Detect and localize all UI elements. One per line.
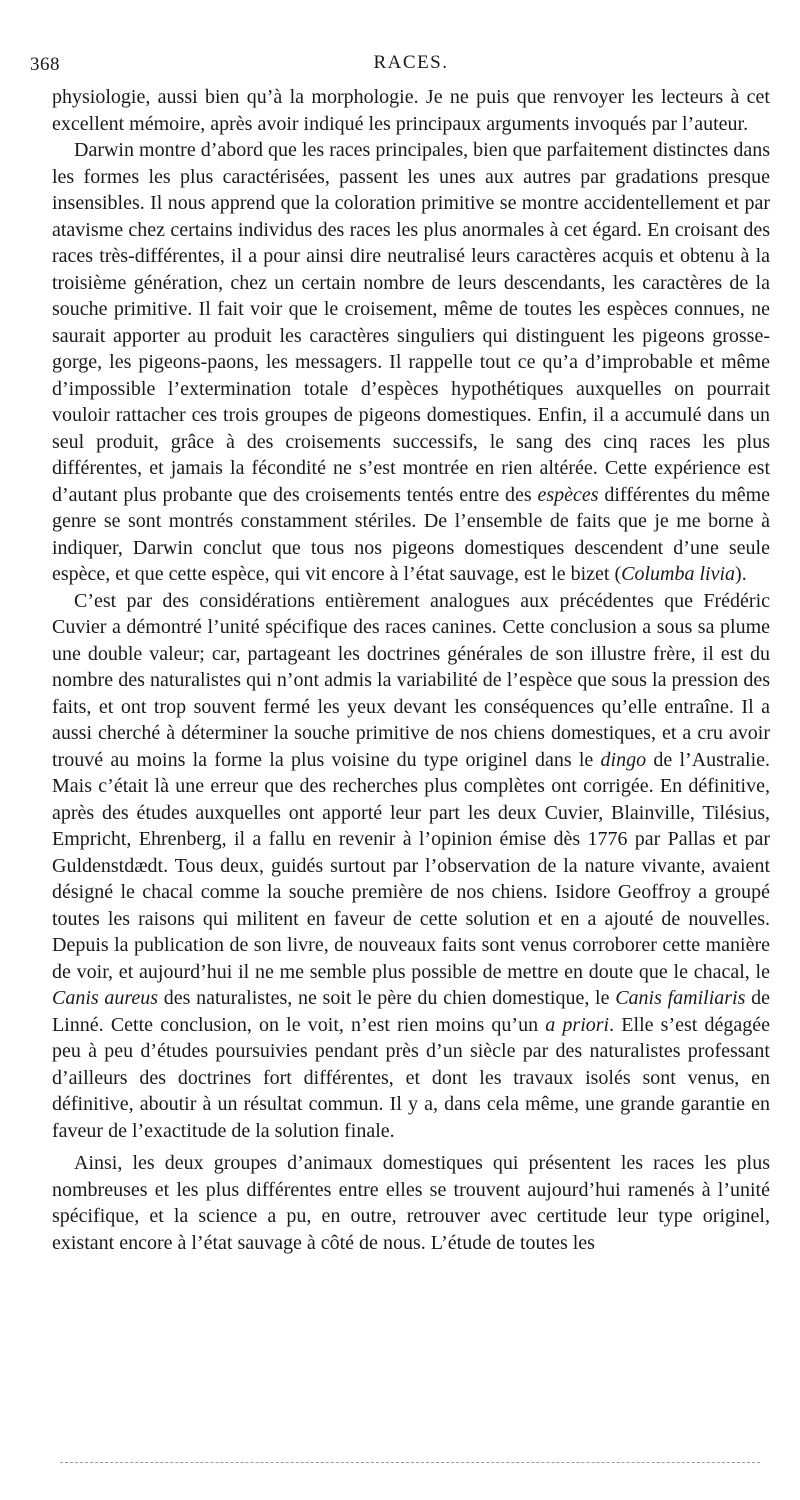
paragraph-2 (52, 137, 770, 588)
text-run: des naturalistes, ne soit le père du chien domestique, le (158, 987, 616, 1009)
footer-divider (60, 1462, 760, 1463)
italic-species-name: Columba livia (621, 563, 736, 585)
italic-species-name: Canis familiaris (615, 987, 746, 1009)
document-page (30, 52, 771, 1256)
italic-species-name: Canis aureus (52, 987, 159, 1009)
text-run: Darwin montre d’abord que les races principales, bien que parfaitement distinctes dans les formes les plus caractérisées, passent les unes aux autres par gradations presque insensibles. Il nous apprend que la coloration primitive se montre accidentellement et par atavisme chez certains individus des races les plus anormales à cet égard. En croisant des races très-différentes, il a pour ainsi dire neutralisé leurs caractères acquis et obtenu à la troisième génération, chez un certain nombre de leurs descendants, les caractères de la souche primitive. Il fait voir que le croisement, même de toutes les espèces connues, ne saurait apporter au produit les caractères singuliers qui distinguent les pigeons grosse-gorge, les pigeons-paons, les messagers. Il rappelle tout ce qu’a d’improbable et même d’impossible l’extermination totale d’espèces hypothétiques auxquelles on pourrait vouloir rattacher ces trois groupes de pigeons domestiques. Enfin, il a accumulé dans un seul produit, grâce à des croisements successifs, le sang des cinq races les plus différentes, et jamais la fécondité ne s’est montrée en rien altérée. Cette expérience est d’autant plus probante que des croisements tentés entre des (52, 139, 770, 506)
text-run: C’est par des considérations entièrement analogues aux précédentes que Frédéric Cuvier a démontré l’unité spécifique des races canines. Cette conclusion a sous sa plume une double valeur; car, partageant les doctrines générales de son illustre frère, il est du nombre des naturalistes qui n’ont admis la variabilité de l’espèce que sous la pression des faits, et ont trop souvent fermé les yeux devant les conséquences qu’elle entraîne. Il a aussi cherché à déterminer la souche primitive de nos chiens domestiques, et a cru avoir trouvé au moins la forme la plus voisine du type originel dans le (52, 589, 770, 771)
running-title: RACES. (373, 52, 449, 73)
text-run: . Elle s’est dégagée peu à peu d’études poursuivies pendant près d’un siècle par des naturalistes professant d’ailleurs des doctrines fort différentes, et dont les travaux isolés sont venus, en définitive, aboutir à un résultat commun. Il y a, dans cela même, une grande garantie en faveur de l’exactitude de la solution finale. (52, 1013, 771, 1142)
text-run: de Linné. Cette conclusion, on le voit, n’est rien moins qu’un (52, 987, 770, 1036)
body-text (52, 84, 770, 1256)
paragraph-1 (52, 84, 770, 137)
paragraph-4 (52, 1150, 770, 1256)
running-head (30, 52, 770, 80)
paragraph-3 (52, 588, 770, 1145)
text-run: différentes du même genre se sont montrés constamment stériles. De l’ensemble de faits que je me borne à indiquer, Darwin conclut que tous nos pigeons domestiques descendent d’une seule espèce, et que cette espèce, qui vit encore à l’état sauvage, est le bizet ( (52, 483, 771, 585)
text-run: Ainsi, les deux groupes d’animaux domestiques qui présentent les races les plus nombreuses et les plus différentes entre elles se trouvent aujourd’hui ramenés à l’unité spécifique, et la science a pu, en outre, retrouver avec certitude leur type originel, existant encore à l’état sauvage à côté de nous. L’étude de toutes les (52, 1152, 770, 1254)
text-run: ). (735, 563, 747, 585)
italic-term: dingo (600, 748, 647, 771)
italic-term: a priori (545, 1013, 610, 1036)
italic-term: espèces (537, 483, 599, 506)
text-run: de l’Australie. Mais c’était là une erreur que des recherches plus complètes ont corrigée. En définitive, après des études auxquelles ont apporté leur part les deux Cuvier, Blainville, Tilésius, Empricht, Ehrenberg, il a fallu en revenir à l’opinion émise dès 1776 par Pallas et par Guldenstdædt. Tous deux, guidés surtout par l’observation de la nature vivante, avaient désigné le chacal comme la souche première de nos chiens. Isidore Geoffroy a groupé toutes les raisons qui militent en faveur de cette solution et en a ajouté de nouvelles. Depuis la publication de son livre, de nouveaux faits sont venus corroborer cette manière de voir, et aujourd’hui il ne me semble plus possible de mettre en doute que le chacal, le (52, 748, 771, 983)
page-number: 368 (30, 54, 60, 75)
text-run: physiologie, aussi bien qu’à la morphologie. Je ne puis que renvoyer les lecteurs à cet excellent mémoire, après avoir indiqué les principaux arguments invoqués par l’auteur. (52, 86, 770, 135)
